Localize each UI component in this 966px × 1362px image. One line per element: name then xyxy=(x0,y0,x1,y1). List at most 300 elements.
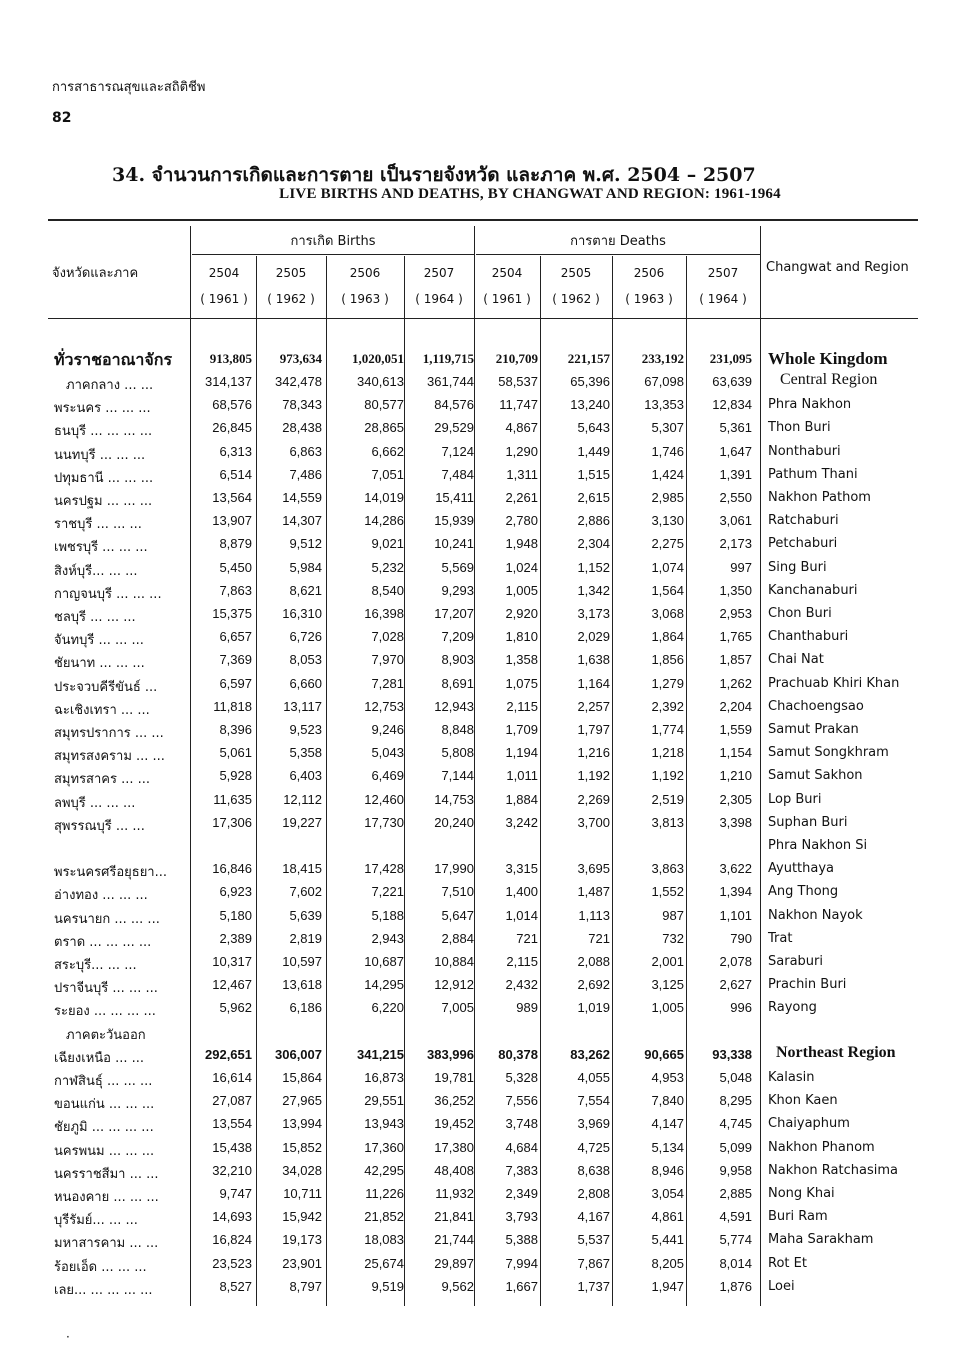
cell-value: 29,897 xyxy=(434,1255,474,1271)
cell-value: 1,765 xyxy=(719,629,752,645)
row-label-english: Prachin Buri xyxy=(768,977,847,993)
cell-value: 16,614 xyxy=(212,1070,252,1085)
cell-value: 26,845 xyxy=(212,420,252,436)
cell-value: 9,562 xyxy=(441,1278,474,1294)
cell-value: 7,867 xyxy=(577,1255,610,1271)
cell-value: 2,886 xyxy=(577,513,610,529)
row-label-english: Samut Songkhram xyxy=(768,745,889,761)
cell-value: 2,819 xyxy=(289,930,322,946)
cell-value: 12,912 xyxy=(434,977,474,993)
cell-value: 29,551 xyxy=(364,1093,404,1109)
cell-value: 12,943 xyxy=(434,698,474,714)
table-row xyxy=(0,465,966,488)
cell-value: 7,484 xyxy=(441,466,474,482)
cell-value: 23,901 xyxy=(282,1255,322,1271)
births-header: การเกิด Births xyxy=(290,234,376,249)
cell-value: 1,638 xyxy=(577,652,610,668)
cell-value: 7,369 xyxy=(219,652,252,668)
cell-value: 732 xyxy=(662,930,684,946)
table-row xyxy=(0,906,966,929)
cell-value: 1,449 xyxy=(577,443,610,459)
cell-value: 8,797 xyxy=(289,1278,322,1294)
cell-value: 7,144 xyxy=(441,768,474,784)
year-header-1964-deaths: ( 1964 ) xyxy=(699,292,747,306)
cell-value: 3,695 xyxy=(577,861,610,877)
cell-value: 5,358 xyxy=(289,745,322,761)
cell-value: 11,747 xyxy=(499,397,538,413)
year-header-2506-births: 2506 xyxy=(349,266,381,280)
page-speck: · xyxy=(66,1330,70,1344)
row-label-english: Ang Thong xyxy=(768,884,839,900)
cell-value: 1,279 xyxy=(651,675,684,691)
cell-value: 21,744 xyxy=(434,1232,474,1248)
row-label-thai: นครราชสีมา ... ... xyxy=(54,1166,159,1182)
cell-value: 6,313 xyxy=(219,443,252,459)
cell-value: 8,848 xyxy=(441,722,474,737)
cell-value: 8,527 xyxy=(219,1278,252,1294)
table-row xyxy=(0,998,966,1021)
table-row xyxy=(0,418,966,441)
row-label-english: Nong Khai xyxy=(768,1186,835,1201)
cell-value: 48,408 xyxy=(434,1162,474,1178)
cell-value: 15,411 xyxy=(435,490,474,505)
cell-value: 1,005 xyxy=(651,1000,684,1016)
cell-value: 1,024 xyxy=(505,559,538,575)
row-label-english: Petchaburi xyxy=(768,536,838,552)
table-row xyxy=(0,720,966,743)
cell-value: 973,634 xyxy=(279,351,322,366)
row-label-thai: ชัยภูมิ ... ... ... ... xyxy=(54,1120,154,1136)
cell-value: 5,928 xyxy=(219,768,252,784)
cell-value: 14,307 xyxy=(282,513,322,529)
cell-value: 80,577 xyxy=(364,397,404,413)
cell-value: 1,020,051 xyxy=(352,351,404,366)
cell-value: 2,780 xyxy=(505,513,538,529)
cell-value: 5,061 xyxy=(219,745,252,761)
cell-value: 18,415 xyxy=(282,861,322,877)
cell-value: 7,994 xyxy=(505,1255,538,1271)
cell-value: 7,124 xyxy=(441,443,474,459)
cell-value: 11,818 xyxy=(213,698,252,714)
cell-value: 233,192 xyxy=(641,351,684,366)
cell-value: 5,643 xyxy=(577,420,610,436)
cell-value: 2,692 xyxy=(577,977,610,993)
row-label-thai: อ่างทอง ... ... ... xyxy=(54,888,148,904)
table-row xyxy=(0,511,966,534)
cell-value: 3,315 xyxy=(505,861,538,877)
cell-value: 6,726 xyxy=(289,629,322,645)
row-label-english: Chai Nat xyxy=(768,652,824,668)
cell-value: 3,242 xyxy=(505,814,538,830)
table-row xyxy=(0,743,966,766)
table-row xyxy=(0,395,966,418)
cell-value: 9,021 xyxy=(371,536,404,552)
row-label-thai: นครปฐม ... ... ... xyxy=(54,494,153,509)
cell-value: 1,075 xyxy=(505,675,538,691)
cell-value: 306,007 xyxy=(275,1046,322,1062)
row-label-thai: จันทบุรี ... ... ... xyxy=(54,633,144,649)
births-underline xyxy=(192,254,474,255)
cell-value: 5,180 xyxy=(219,907,252,923)
table-row xyxy=(0,1161,966,1184)
cell-value: 7,556 xyxy=(505,1093,538,1109)
running-head: การสาธารณสุขและสถิติชีพ xyxy=(52,80,206,95)
row-label-thai: ลพบุรี ... ... ... xyxy=(54,795,136,811)
cell-value: 342,478 xyxy=(275,374,322,389)
cell-value: 7,554 xyxy=(577,1093,610,1109)
cell-value: 721 xyxy=(588,930,610,946)
table-row xyxy=(0,882,966,905)
cell-value: 4,725 xyxy=(577,1139,610,1155)
cell-value: 1,394 xyxy=(719,884,752,900)
cell-value: 4,147 xyxy=(651,1116,684,1132)
cell-value: 18,083 xyxy=(364,1232,404,1248)
cell-value: 6,469 xyxy=(371,768,404,784)
row-label-thai: สุพรรณบุรี ... ... xyxy=(54,818,145,834)
cell-value: 2,920 xyxy=(505,606,538,621)
cell-value: 34,028 xyxy=(282,1162,322,1178)
cell-value: 1,216 xyxy=(577,745,610,761)
cell-value: 16,873 xyxy=(364,1070,404,1085)
cell-value: 10,317 xyxy=(212,954,252,969)
row-label-english: Phra Nakhon xyxy=(768,397,852,413)
year-header-1962-deaths: ( 1962 ) xyxy=(552,292,600,306)
cell-value: 7,486 xyxy=(289,466,322,482)
cell-value: 1,810 xyxy=(505,629,538,645)
cell-value: 1,074 xyxy=(651,559,684,575)
row-label-english: Trat xyxy=(768,930,793,946)
cell-value: 17,360 xyxy=(364,1139,404,1155)
table-row xyxy=(0,859,966,882)
cell-value: 2,001 xyxy=(651,954,684,969)
cell-value: 14,753 xyxy=(434,791,474,807)
cell-value: 4,861 xyxy=(651,1209,684,1225)
cell-value: 6,597 xyxy=(219,675,252,691)
cell-value: 2,550 xyxy=(719,490,752,505)
cell-value: 2,269 xyxy=(577,791,610,807)
cell-value: 1,014 xyxy=(505,907,538,923)
cell-value: 2,389 xyxy=(219,930,252,946)
cell-value: 6,403 xyxy=(289,768,322,784)
cell-value: 1,154 xyxy=(719,745,752,761)
year-header-2507-deaths: 2507 xyxy=(707,266,739,280)
cell-value: 11,226 xyxy=(365,1186,404,1201)
row-label-english: Pathum Thani xyxy=(768,466,858,482)
table-row xyxy=(0,1068,966,1091)
cell-value: 8,014 xyxy=(719,1255,752,1271)
cell-value: 1,311 xyxy=(506,466,538,482)
cell-value: 17,428 xyxy=(364,861,404,877)
cell-value: 361,744 xyxy=(427,374,474,389)
table-row xyxy=(0,650,966,673)
cell-value: 1,342 xyxy=(577,582,610,598)
cell-value: 4,867 xyxy=(505,420,538,436)
table-row xyxy=(0,442,966,465)
cell-value: 1,391 xyxy=(719,466,752,482)
row-label-thai: นครนายก ... ... ... xyxy=(54,911,160,927)
table-row xyxy=(0,1022,966,1045)
cell-value: 1,152 xyxy=(577,559,610,575)
cell-value: 2,808 xyxy=(577,1186,610,1201)
cell-value: 7,209 xyxy=(441,629,474,645)
cell-value: 8,621 xyxy=(289,582,322,598)
cell-value: 1,947 xyxy=(651,1278,684,1294)
cell-value: 1,884 xyxy=(505,791,538,807)
cell-value: 9,523 xyxy=(289,722,322,737)
cell-value: 3,622 xyxy=(719,861,752,877)
row-label-english: Nakhon Ratchasima xyxy=(768,1162,898,1178)
row-label-thai: สมุทรสงคราม ... ... xyxy=(54,749,165,765)
cell-value: 8,946 xyxy=(651,1162,684,1178)
year-header-2506-deaths: 2506 xyxy=(633,266,665,280)
cell-value: 19,781 xyxy=(434,1070,474,1085)
table-row xyxy=(0,1230,966,1253)
year-header-1964-births: ( 1964 ) xyxy=(415,292,463,306)
cell-value: 28,438 xyxy=(282,420,322,436)
cell-value: 1,559 xyxy=(719,722,752,737)
cell-value: 17,730 xyxy=(364,814,404,830)
row-label-english: Samut Prakan xyxy=(768,722,859,737)
table-row xyxy=(0,534,966,557)
cell-value: 1,011 xyxy=(506,768,538,784)
cell-value: 7,863 xyxy=(219,582,252,598)
cell-value: 14,295 xyxy=(364,977,404,993)
cell-value: 17,207 xyxy=(434,606,474,621)
cell-value: 1,709 xyxy=(505,722,538,737)
row-label-english: Nonthaburi xyxy=(768,443,841,459)
row-label-thai: สมุทรสาคร ... ... xyxy=(54,772,151,788)
cell-value: 4,591 xyxy=(719,1209,752,1225)
cell-value: 997 xyxy=(730,559,752,575)
cell-value: 11,635 xyxy=(213,791,252,807)
cell-value: 15,438 xyxy=(212,1139,252,1155)
cell-value: 3,813 xyxy=(651,814,684,830)
row-label-thai: พระนครศรีอยุธยา... xyxy=(54,865,168,881)
cell-value: 2,029 xyxy=(577,629,610,645)
cell-value: 13,907 xyxy=(212,513,252,529)
cell-value: 4,684 xyxy=(505,1139,538,1155)
row-label-thai: เพชรบุรี ... ... ... xyxy=(54,540,148,556)
cell-value: 25,674 xyxy=(364,1255,404,1271)
table-row xyxy=(0,1207,966,1230)
cell-value: 210,709 xyxy=(495,351,538,366)
cell-value: 383,996 xyxy=(427,1046,474,1062)
cell-value: 1,119,715 xyxy=(422,351,474,366)
row-label-english: Saraburi xyxy=(768,954,823,969)
cell-value: 8,638 xyxy=(577,1162,610,1178)
cell-value: 4,055 xyxy=(577,1070,610,1085)
cell-value: 7,970 xyxy=(371,652,404,668)
cell-value: 7,383 xyxy=(505,1162,538,1178)
cell-value: 2,275 xyxy=(651,536,684,552)
row-label-thai: เลย... ... ... ... ... xyxy=(54,1282,153,1298)
table-row xyxy=(0,766,966,789)
cell-value: 5,048 xyxy=(719,1070,752,1085)
cell-value: 2,943 xyxy=(371,930,404,946)
cell-value: 14,559 xyxy=(282,490,322,505)
cell-value: 3,748 xyxy=(505,1116,538,1132)
table-row xyxy=(0,1091,966,1114)
cell-value: 84,576 xyxy=(434,397,474,413)
cell-value: 5,774 xyxy=(719,1232,752,1248)
year-header-2507-births: 2507 xyxy=(423,266,455,280)
row-label-english: Chaiyaphum xyxy=(768,1116,850,1132)
cell-value: 1,667 xyxy=(505,1278,538,1294)
cell-value: 2,304 xyxy=(577,536,610,552)
cell-value: 19,173 xyxy=(282,1232,322,1248)
cell-value: 2,257 xyxy=(577,698,610,714)
cell-value: 8,295 xyxy=(719,1093,752,1109)
cell-value: 8,903 xyxy=(441,652,474,668)
cell-value: 5,328 xyxy=(505,1070,538,1085)
row-label-english: Thon Buri xyxy=(768,420,831,436)
table-row xyxy=(0,1114,966,1137)
row-label-english: Ratchaburi xyxy=(768,513,839,529)
cell-value: 1,113 xyxy=(578,907,610,923)
cell-value: 7,051 xyxy=(371,466,404,482)
cell-value: 13,554 xyxy=(212,1116,252,1132)
cell-value: 13,117 xyxy=(283,698,322,714)
row-label-thai: ประจวบคีรีขันธ์ ... xyxy=(54,679,158,695)
cell-value: 12,753 xyxy=(364,698,404,714)
cell-value: 1,552 xyxy=(651,884,684,900)
cell-value: 5,984 xyxy=(289,559,322,575)
row-label-thai: สิงห์บุรี... ... ... xyxy=(54,563,138,579)
cell-value: 15,939 xyxy=(434,513,474,529)
row-label-thai: กาญจนบุรี ... ... ... xyxy=(54,586,162,602)
row-label-english: Kanchanaburi xyxy=(768,582,858,598)
cell-value: 9,519 xyxy=(371,1278,404,1294)
cell-value: 1,218 xyxy=(651,745,684,761)
row-label-thai: หนองคาย ... ... ... xyxy=(54,1190,159,1205)
cell-value: 3,398 xyxy=(719,814,752,830)
cell-value: 7,602 xyxy=(289,884,322,900)
cell-value: 8,540 xyxy=(371,582,404,598)
cell-value: 15,864 xyxy=(282,1070,322,1085)
cell-value: 231,095 xyxy=(709,351,752,366)
cell-value: 80,378 xyxy=(498,1046,538,1062)
cell-value: 13,943 xyxy=(364,1116,404,1132)
cell-value: 9,747 xyxy=(219,1186,252,1201)
cell-value: 6,660 xyxy=(289,675,322,691)
cell-value: 1,515 xyxy=(577,466,610,482)
cell-value: 987 xyxy=(662,907,684,923)
cell-value: 13,564 xyxy=(212,490,252,505)
year-header-1961-deaths: ( 1961 ) xyxy=(483,292,531,306)
cell-value: 1,019 xyxy=(577,1000,610,1016)
cell-value: 67,098 xyxy=(644,374,684,389)
cell-value: 58,537 xyxy=(498,374,538,389)
row-label-thai: บุรีรัมย์... ... ... xyxy=(54,1213,138,1229)
year-header-1962-births: ( 1962 ) xyxy=(267,292,315,306)
cell-value: 1,948 xyxy=(505,536,538,552)
cell-value: 1,210 xyxy=(719,768,752,784)
cell-value: 90,665 xyxy=(644,1046,684,1062)
cell-value: 14,693 xyxy=(212,1209,252,1225)
row-label-thai: ภาคกลาง ... ... xyxy=(66,378,154,393)
row-label-thai: ปราจีนบุรี ... ... ... xyxy=(54,981,158,997)
cell-value: 5,962 xyxy=(219,1000,252,1016)
year-header-2504-deaths: 2504 xyxy=(491,266,523,280)
cell-value: 6,657 xyxy=(219,629,252,645)
cell-value: 2,392 xyxy=(651,698,684,714)
cell-value: 2,432 xyxy=(505,977,538,993)
cell-value: 23,523 xyxy=(212,1255,252,1271)
cell-value: 10,241 xyxy=(434,536,474,552)
cell-value: 5,450 xyxy=(219,559,252,575)
cell-value: 1,350 xyxy=(719,582,752,598)
cell-value: 5,099 xyxy=(719,1139,752,1155)
row-label-english: Suphan Buri xyxy=(768,814,848,830)
cell-value: 5,043 xyxy=(371,745,404,761)
cell-value: 292,651 xyxy=(205,1046,252,1062)
cell-value: 3,700 xyxy=(577,814,610,830)
cell-value: 29,529 xyxy=(434,420,474,436)
cell-value: 65,396 xyxy=(570,374,610,389)
row-label-thai: สมุทรปราการ ... ... xyxy=(54,726,164,741)
cell-value: 6,923 xyxy=(219,884,252,900)
cell-value: 2,884 xyxy=(441,930,474,946)
cell-value: 1,864 xyxy=(651,629,684,645)
cell-value: 7,005 xyxy=(441,1000,474,1016)
row-label-thai: นนทบุรี ... ... ... xyxy=(54,447,146,463)
row-label-english: Rayong xyxy=(768,1000,817,1016)
cell-value: 3,061 xyxy=(719,513,752,529)
cell-value: 15,942 xyxy=(282,1209,322,1225)
row-label-thai: สระบุรี... ... ... xyxy=(54,958,137,973)
cell-value: 5,307 xyxy=(651,420,684,436)
cell-value: 1,192 xyxy=(577,768,610,784)
cell-value: 78,343 xyxy=(282,397,322,413)
cell-value: 12,834 xyxy=(712,397,752,413)
cell-value: 93,338 xyxy=(712,1046,752,1062)
cell-value: 2,615 xyxy=(577,490,610,505)
cell-value: 20,240 xyxy=(434,814,474,830)
cell-value: 1,005 xyxy=(505,582,538,598)
row-label-english: Kalasin xyxy=(768,1070,815,1085)
cell-value: 1,487 xyxy=(577,884,610,900)
table-row xyxy=(0,952,966,975)
table-row xyxy=(0,975,966,998)
row-label-english: Maha Sarakham xyxy=(768,1232,874,1248)
cell-value: 5,361 xyxy=(719,420,752,436)
row-label-header-english: Changwat and Region xyxy=(766,260,909,275)
row-label-thai: มหาสารคาม ... ... xyxy=(54,1236,159,1252)
cell-value: 1,358 xyxy=(505,652,538,668)
year-header-1963-births: ( 1963 ) xyxy=(341,292,389,306)
cell-value: 21,852 xyxy=(364,1209,404,1225)
cell-value: 5,639 xyxy=(289,907,322,923)
row-label-english: Northeast Region xyxy=(776,1043,896,1061)
cell-value: 63,639 xyxy=(712,374,752,389)
cell-value: 2,261 xyxy=(505,490,538,505)
cell-value: 4,953 xyxy=(651,1070,684,1085)
cell-value: 17,990 xyxy=(434,861,474,877)
cell-value: 13,618 xyxy=(282,977,322,993)
cell-value: 14,019 xyxy=(364,490,404,505)
row-label-english: Central Region xyxy=(780,371,878,388)
cell-value: 15,852 xyxy=(282,1139,322,1155)
cell-value: 341,215 xyxy=(357,1046,404,1062)
row-label-header-thai: จังหวัดและภาค xyxy=(52,266,139,281)
row-label-english: Whole Kingdom xyxy=(768,349,888,368)
cell-value: 5,134 xyxy=(651,1139,684,1155)
cell-value: 1,876 xyxy=(719,1278,752,1294)
cell-value: 1,564 xyxy=(651,582,684,598)
table-row xyxy=(0,627,966,650)
cell-value: 7,510 xyxy=(441,884,474,900)
cell-value: 8,396 xyxy=(219,722,252,737)
